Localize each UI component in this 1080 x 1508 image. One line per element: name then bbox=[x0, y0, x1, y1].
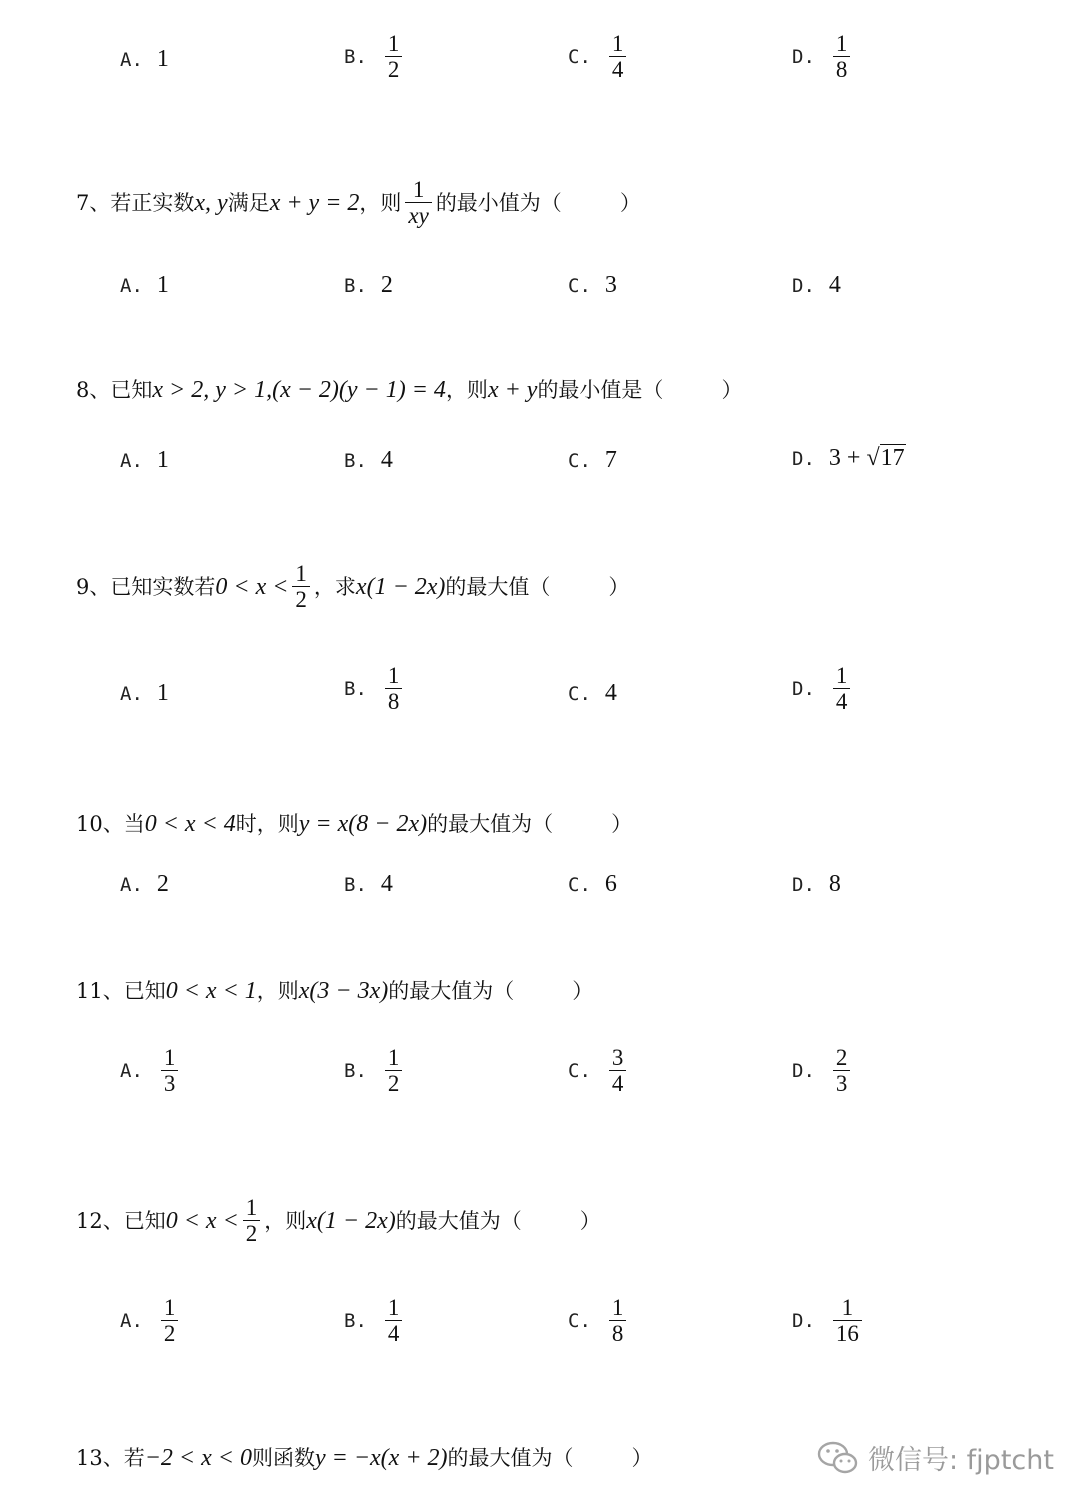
math-expression: 0 < x < 1 bbox=[165, 978, 257, 1004]
option-label: D. bbox=[792, 873, 815, 896]
question-text: 若正实数 bbox=[110, 190, 195, 215]
answer-paren-close: ） bbox=[631, 1445, 653, 1470]
question-text: ，则 bbox=[256, 978, 299, 1003]
q12-option-b bbox=[344, 1296, 406, 1346]
question-text: 已知 bbox=[123, 1208, 166, 1233]
option-label: B. bbox=[344, 1310, 367, 1333]
fraction: $\frac{1}{4}$ bbox=[609, 32, 627, 82]
option-value: 1 bbox=[156, 272, 169, 298]
option-label: A. bbox=[120, 274, 143, 297]
option-label: A. bbox=[120, 48, 143, 71]
q7-stem bbox=[76, 178, 641, 228]
math-expression: x, y bbox=[194, 190, 228, 217]
q10-option-c bbox=[568, 871, 617, 898]
option-label: B. bbox=[344, 1060, 367, 1083]
option-label: C. bbox=[568, 449, 591, 472]
fraction: $\frac{3}{4}$ bbox=[609, 1046, 627, 1096]
q6-option-a bbox=[120, 46, 169, 73]
option-label: A. bbox=[120, 873, 143, 896]
option-label: C. bbox=[568, 682, 591, 705]
math-expression: x > 2, y > 1,(x − 2)(y − 1) = 4 bbox=[152, 377, 446, 403]
math-expression: 0 < x < 4 bbox=[144, 811, 236, 837]
q6-option-d bbox=[792, 32, 854, 82]
question-text: ，则 bbox=[359, 190, 402, 215]
option-value: 1 bbox=[156, 680, 169, 706]
q11-stem bbox=[76, 979, 593, 1003]
question-text: ，则 bbox=[264, 1208, 307, 1233]
option-value: 4 bbox=[828, 272, 841, 298]
q11-option-a bbox=[120, 1046, 182, 1096]
question-text: 当 bbox=[123, 811, 145, 836]
fraction: $\frac{1}{2}$ bbox=[385, 32, 403, 82]
q10-option-b bbox=[344, 871, 393, 898]
q9-option-a bbox=[120, 680, 169, 707]
option-value: 2 bbox=[380, 272, 393, 298]
option-label: B. bbox=[344, 274, 367, 297]
question-text: 的最小值是（ bbox=[537, 377, 664, 402]
q10-stem bbox=[76, 812, 632, 836]
fraction: $\frac{1}{xy}$ bbox=[405, 178, 431, 228]
answer-paren-close: ） bbox=[579, 1208, 601, 1233]
math-expression: x(1 − 2x) bbox=[306, 1208, 396, 1235]
q7-option-d bbox=[792, 272, 841, 299]
question-text: 的最大值为（ bbox=[395, 1208, 522, 1233]
math-expression: 0 < x < bbox=[215, 574, 289, 601]
option-value: 4 bbox=[380, 447, 393, 473]
option-label: D. bbox=[792, 274, 815, 297]
q12-stem bbox=[76, 1196, 601, 1246]
question-text: 若 bbox=[123, 1445, 145, 1470]
question-number: 8、 bbox=[76, 377, 111, 402]
watermark-text: 微信号: fjptcht bbox=[868, 1445, 1054, 1476]
option-label: C. bbox=[568, 1310, 591, 1333]
option-value: 8 bbox=[828, 871, 841, 897]
q13-stem bbox=[76, 1446, 653, 1470]
question-text: 的最大值为（ bbox=[427, 811, 554, 836]
math-expression: y = x(8 − 2x) bbox=[298, 811, 428, 837]
option-label: D. bbox=[792, 46, 815, 69]
q7-option-b bbox=[344, 272, 393, 299]
question-text: 时，则 bbox=[235, 811, 299, 836]
fraction: $\frac{1}{8}$ bbox=[609, 1296, 627, 1346]
math-expression: x + y = 2 bbox=[269, 190, 360, 217]
q6-option-b bbox=[344, 32, 406, 82]
fraction: $\frac{1}{4}$ bbox=[833, 664, 851, 714]
q12-option-a bbox=[120, 1296, 182, 1346]
question-text: 的最大值为（ bbox=[447, 1445, 574, 1470]
option-value: 3 bbox=[604, 272, 617, 298]
q6-option-c bbox=[568, 32, 630, 82]
option-label: C. bbox=[568, 873, 591, 896]
q9-option-c bbox=[568, 680, 617, 707]
question-text: 已知 bbox=[123, 978, 166, 1003]
question-text: 则函数 bbox=[251, 1445, 315, 1470]
option-value: 4 bbox=[604, 680, 617, 706]
q7-option-a bbox=[120, 272, 169, 299]
fraction: $\frac{1}{2}$ bbox=[292, 562, 310, 612]
fraction: $\frac{1}{2}$ bbox=[385, 1046, 403, 1096]
q12-option-c bbox=[568, 1296, 630, 1346]
q10-option-d bbox=[792, 871, 841, 898]
q8-option-d bbox=[792, 445, 906, 472]
math-expression: y = −x(x + 2) bbox=[314, 1445, 448, 1471]
q8-option-a bbox=[120, 447, 169, 474]
question-number: 11、 bbox=[76, 978, 124, 1003]
q10-option-a bbox=[120, 871, 169, 898]
option-value: 2 bbox=[156, 871, 169, 897]
question-number: 9、 bbox=[76, 574, 111, 599]
answer-paren-close: ） bbox=[721, 377, 743, 402]
question-text: 的最大值为（ bbox=[388, 978, 515, 1003]
fraction: $\frac{1}{16}$ bbox=[833, 1296, 862, 1346]
question-text: 满足 bbox=[227, 190, 270, 215]
option-label: B. bbox=[344, 449, 367, 472]
fraction: $\frac{1}{2}$ bbox=[161, 1296, 179, 1346]
question-text: 已知 bbox=[110, 377, 153, 402]
option-value: 6 bbox=[604, 871, 617, 897]
q11-option-b bbox=[344, 1046, 406, 1096]
math-expression: x(3 − 3x) bbox=[298, 978, 389, 1004]
question-text: 的最大值（ bbox=[445, 574, 551, 599]
fraction: $\frac{1}{8}$ bbox=[833, 32, 851, 82]
wechat-watermark bbox=[816, 1438, 1054, 1477]
option-value: 1 bbox=[156, 447, 169, 473]
q8-stem bbox=[76, 378, 742, 402]
option-label: D. bbox=[792, 678, 815, 701]
question-text: ，则 bbox=[445, 377, 488, 402]
math-expression: x + y bbox=[487, 377, 538, 403]
option-label: D. bbox=[792, 1310, 815, 1333]
fraction: $\frac{2}{3}$ bbox=[833, 1046, 851, 1096]
question-text: ，求 bbox=[313, 574, 356, 599]
option-label: B. bbox=[344, 873, 367, 896]
option-label: D. bbox=[792, 447, 815, 470]
question-number: 10、 bbox=[76, 811, 124, 836]
math-expression: x(1 − 2x) bbox=[355, 574, 446, 601]
math-expression: −2 < x < 0 bbox=[144, 1445, 252, 1471]
answer-paren-close: ） bbox=[619, 190, 641, 215]
question-text: 的最小值为（ bbox=[435, 190, 562, 215]
q9-option-b bbox=[344, 664, 406, 714]
wechat-icon bbox=[816, 1439, 860, 1477]
fraction: $\frac{1}{2}$ bbox=[243, 1196, 261, 1246]
q8-option-c bbox=[568, 447, 617, 474]
q12-option-d bbox=[792, 1296, 866, 1346]
question-text: 已知实数若 bbox=[110, 574, 216, 599]
q11-option-d bbox=[792, 1046, 854, 1096]
fraction: $\frac{1}{3}$ bbox=[161, 1046, 179, 1096]
q11-option-c bbox=[568, 1046, 630, 1096]
option-label: C. bbox=[568, 46, 591, 69]
question-number: 12、 bbox=[76, 1208, 124, 1233]
option-label: B. bbox=[344, 678, 367, 701]
option-value: 1 bbox=[156, 46, 169, 72]
math-expression: 0 < x < bbox=[165, 1208, 239, 1235]
q9-stem bbox=[76, 562, 629, 612]
answer-paren-close: ） bbox=[572, 978, 594, 1003]
option-label: A. bbox=[120, 682, 143, 705]
option-label: D. bbox=[792, 1060, 815, 1083]
option-label: C. bbox=[568, 274, 591, 297]
fraction: $\frac{1}{8}$ bbox=[385, 664, 403, 714]
option-value: 7 bbox=[604, 447, 617, 473]
option-value: 4 bbox=[380, 871, 393, 897]
question-number: 13、 bbox=[76, 1445, 124, 1470]
q8-option-b bbox=[344, 447, 393, 474]
option-label: A. bbox=[120, 449, 143, 472]
question-number: 7、 bbox=[76, 190, 111, 215]
option-label: B. bbox=[344, 46, 367, 69]
answer-paren-close: ） bbox=[608, 574, 630, 599]
fraction: $\frac{1}{4}$ bbox=[385, 1296, 403, 1346]
q7-option-c bbox=[568, 272, 617, 299]
sqrt-expression: 3 + √17 bbox=[828, 445, 905, 471]
option-label: A. bbox=[120, 1310, 143, 1333]
q9-option-d bbox=[792, 664, 854, 714]
option-label: C. bbox=[568, 1060, 591, 1083]
answer-paren-close: ） bbox=[611, 811, 633, 836]
option-label: A. bbox=[120, 1060, 143, 1083]
